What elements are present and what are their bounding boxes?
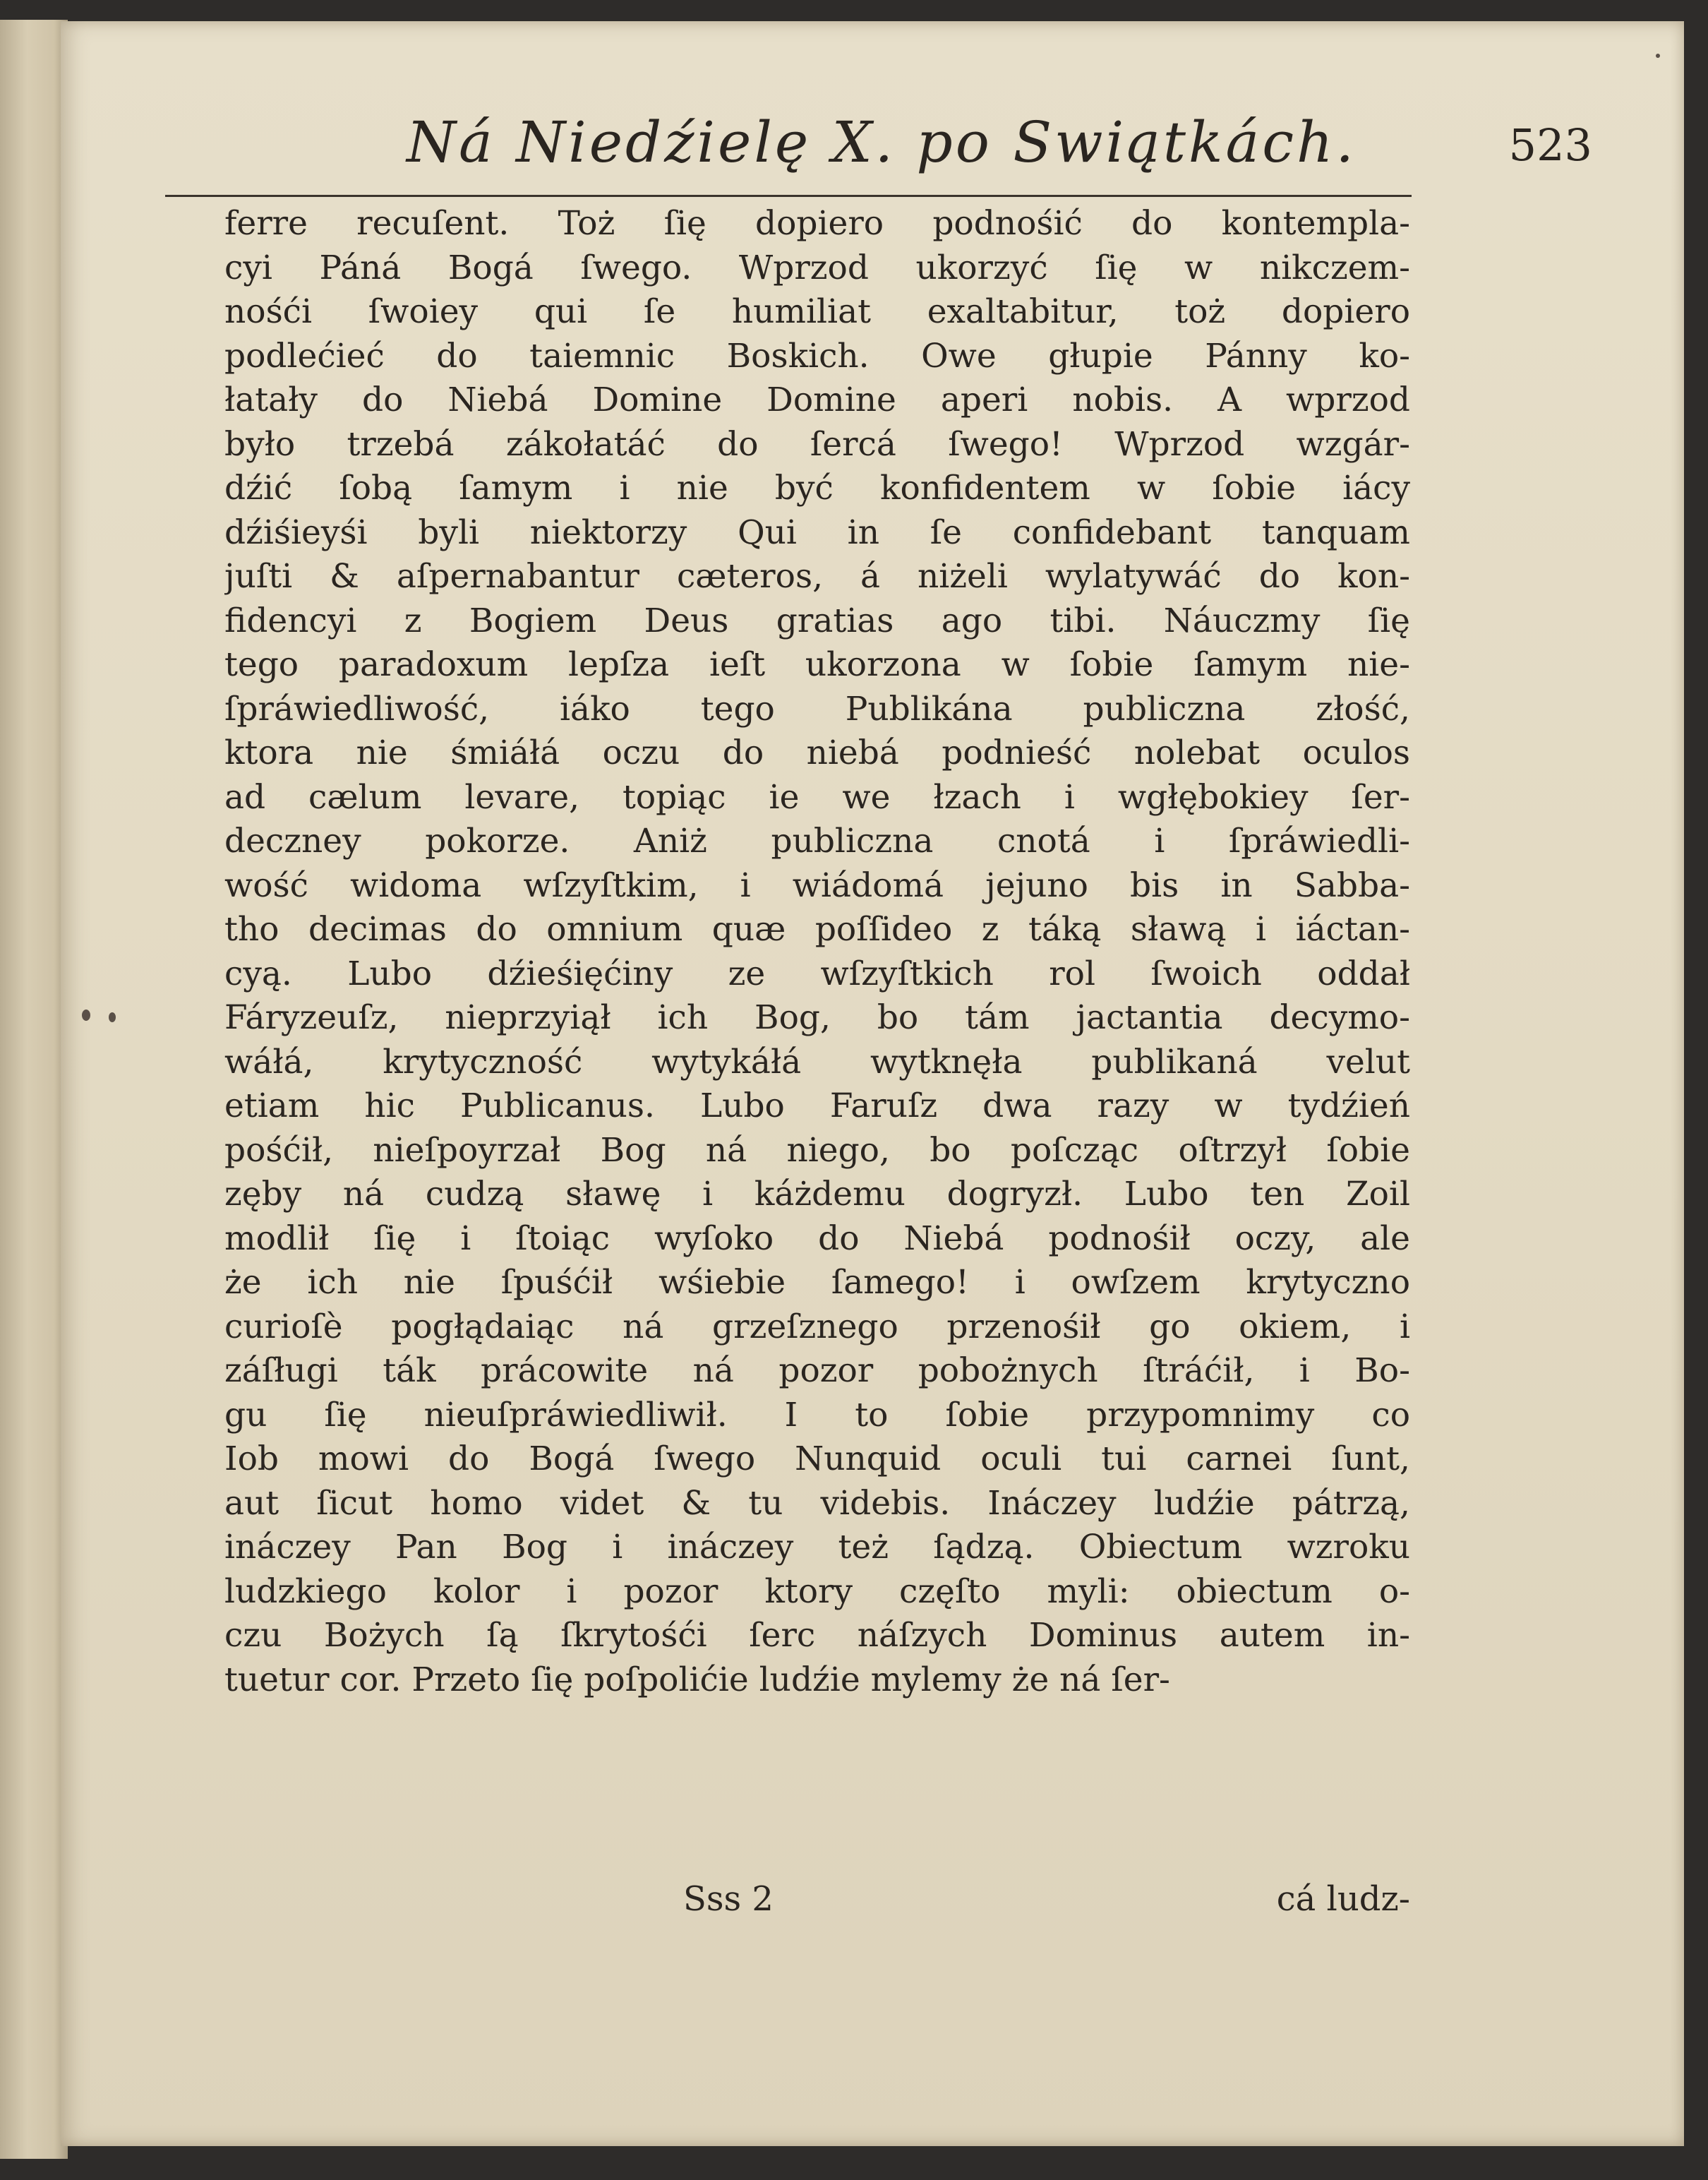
text-line: było trzebá zákołatáć do ſercá ſwego! Wprzod wzgár- [224,424,1410,464]
book-page [61,21,1684,2146]
text-line: czu Bożych ſą ſkrytośći ſerc náſzych Dominus autem in- [224,1616,1410,1655]
text-line: modlił ſię i ſtoiąc wyſoko do Niebá podnośił oczy, ale [224,1218,1410,1258]
text-line: podlećieć do taiemnic Boskich. Owe głupie Pánny ko- [224,336,1410,376]
text-line: cyą. Lubo dźieśięćiny ze wſzyſtkich rol ſwoich oddał [224,954,1410,993]
text-line: zęby ná cudzą sławę i káżdemu dogryzł. Lubo ten Zoil [224,1175,1410,1214]
header-rule [165,195,1412,197]
text-line: Fáryzeuſz, nieprzyiął ich Bog, bo tám jactantia decymo- [224,998,1410,1037]
text-line: ad cælum levare, topiąc ie we łzach i wgłębokiey ſer- [224,777,1410,817]
page-footer [224,1879,1410,1929]
text-line: deczney pokorze. Aniż publiczna cnotá i ſpráwiedli- [224,822,1410,861]
text-line: curioſè pogłądaiąc ná grzeſznego przenośił go okiem, i [224,1307,1410,1346]
text-line: tego paradoxum lepſza ieſt ukorzona w ſobie ſamym nie- [224,645,1410,684]
text-line: łatały do Niebá Domine Domine aperi nobis. A wprzod [224,381,1410,419]
text-line: ludzkiego kolor i pozor ktory częſto myli: obiectum o- [224,1571,1410,1611]
signature-mark: Sss 2 [683,1879,774,1919]
text-line: záſługi ták prácowite ná pozor pobożnych ſtráćił, i Bo- [224,1351,1410,1390]
running-title: Ná Niedźielę X. po Swiątkách. [407,109,1357,175]
text-line: juſti & aſpernabantur cæteros, á niżeli wylatywáć do kon- [224,557,1410,596]
catchword: cá ludz- [1276,1879,1410,1919]
text-line: cyi Páná Bogá ſwego. Wprzod ukorzyć ſię w nikczem- [224,248,1410,287]
text-line: ferre recuſent. Toż ſię dopiero podnośić do kontempla- [224,204,1410,243]
page-number: 523 [1508,119,1592,171]
text-line: tho decimas do omnium quæ poſſideo z táką sławą i iáctan- [224,910,1410,949]
body-text [224,202,1410,1702]
text-line: etiam hic Publicanus. Lubo Faruſz dwa razy w tydźień [224,1086,1410,1125]
margin-speck [1656,54,1660,58]
text-line: nośći ſwoiey qui ſe humiliat exaltabitur, toż dopiero [224,292,1410,331]
text-line: ináczey Pan Bog i ináczey też ſądzą. Obiectum wzroku [224,1528,1410,1567]
text-line: pośćił, nieſpoyrzał Bog ná niego, bo poſcząc oſtrzył ſobie [224,1130,1410,1170]
text-line: dźić ſobą ſamym i nie być konfidentem w ſobie iácy [224,469,1410,508]
text-line: dźiśieyśi byli niektorzy Qui in ſe confidebant tanquam [224,513,1410,552]
margin-speck [109,1012,116,1022]
page-header [167,109,1592,194]
margin-speck [82,1010,90,1021]
text-line: ſpráwiedliwość, iáko tego Publikána publiczna złość, [224,689,1410,729]
text-line: ktora nie śmiáłá oczu do niebá podnieść nolebat oculos [224,733,1410,772]
text-line: że ich nie ſpuśćił wśiebie ſamego! i owſzem krytyczno [224,1263,1410,1302]
text-line: fidencyi z Bogiem Deus gratias ago tibi. Náuczmy ſię [224,601,1410,640]
text-line: wáłá, krytyczność wytykáłá wytknęła publikaná velut [224,1042,1410,1082]
text-line: Iob mowi do Bogá ſwego Nunquid oculi tui carnei ſunt, [224,1439,1410,1478]
text-line: gu ſię nieuſpráwiedliwił. I to ſobie przypomnimy co [224,1395,1410,1435]
text-line: wość widoma wſzyſtkim, i wiádomá jejuno bis in Sabba- [224,866,1410,905]
text-line: tuetur cor. Przeto ſię poſpolićie ludźie mylemy że ná ſer- [224,1660,1170,1699]
text-line: aut ſicut homo videt & tu videbis. Ináczey ludźie pátrzą, [224,1483,1410,1523]
previous-page-edge [0,20,68,2159]
